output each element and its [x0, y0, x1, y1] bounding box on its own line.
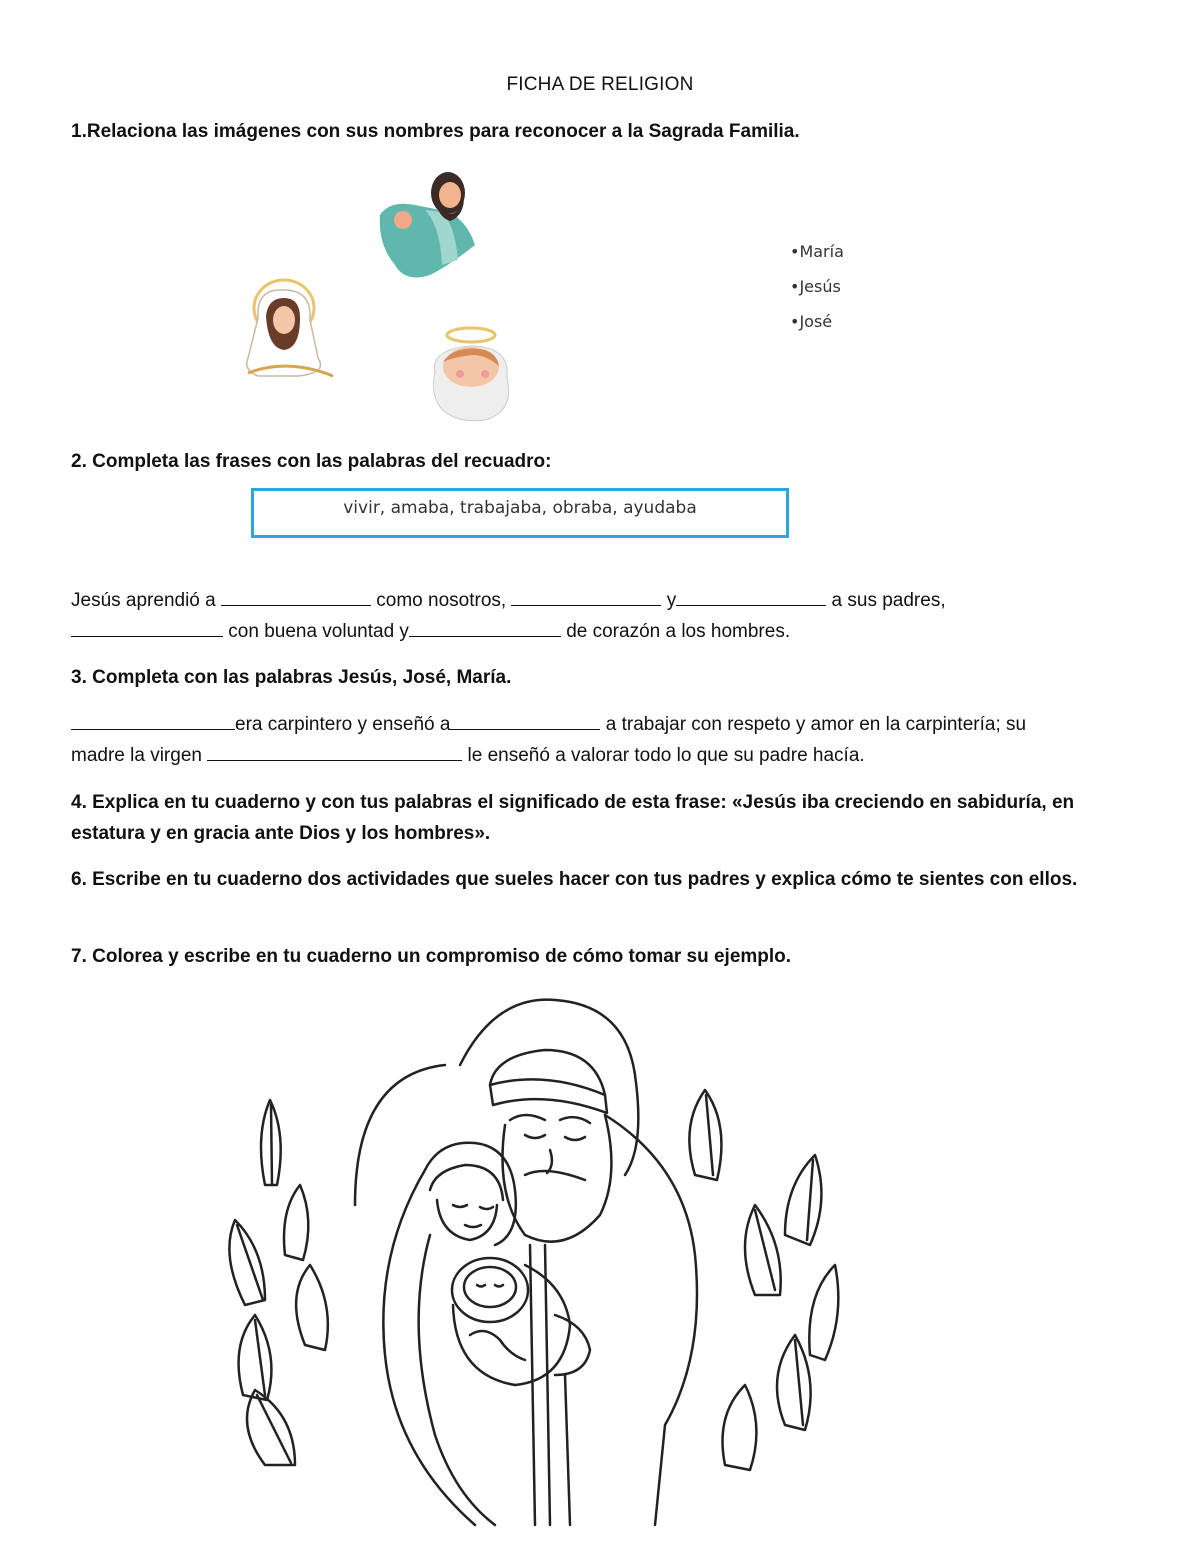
- q2-text-3: y: [666, 590, 677, 611]
- right-leaves: [689, 1090, 838, 1470]
- page-title: FICHA DE RELIGION: [506, 74, 694, 95]
- baby-jesus-image: [425, 322, 520, 424]
- question-2-sentences: [71, 585, 1131, 647]
- blank-2[interactable]: [511, 587, 661, 606]
- joseph-image: [370, 165, 485, 285]
- names-list: [790, 234, 844, 339]
- question-1: 1.Relaciona las imágenes con sus nombres para reconocer a la Sagrada Familia.: [71, 121, 800, 142]
- q2-text-1: Jesús aprendió a: [71, 590, 216, 611]
- q3-text-3: madre la virgen: [71, 745, 202, 766]
- blank-4[interactable]: [71, 618, 223, 637]
- left-leaves: [229, 1100, 327, 1465]
- holy-family-coloring-image: [225, 995, 845, 1530]
- mary-image: [238, 278, 338, 383]
- question-6: 6. Escribe en tu cuaderno dos actividades que sueles hacer con tus padres y explica cómo te sientes con ellos.: [71, 869, 1078, 890]
- blank-7[interactable]: [450, 711, 600, 730]
- blank-6[interactable]: [71, 711, 235, 730]
- blank-1[interactable]: [221, 587, 371, 606]
- question-7: 7. Colorea y escribe en tu cuaderno un compromiso de cómo tomar su ejemplo.: [71, 946, 792, 967]
- q3-text-2: a trabajar con respeto y amor en la carpintería; su: [605, 714, 1027, 735]
- question-3: 3. Completa con las palabras Jesús, José, María.: [71, 667, 512, 688]
- blank-3[interactable]: [676, 587, 826, 606]
- name-maria: •María: [790, 242, 844, 261]
- question-3-sentences: [71, 709, 1131, 771]
- blank-8[interactable]: [207, 742, 462, 761]
- q3-text-4: le enseñó a valorar todo lo que su padre hacía.: [467, 745, 865, 766]
- question-4: 4. Explica en tu cuaderno y con tus palabras el significado de esta frase: «Jesús iba creciendo en sabiduría, en estatura y en gracia ante Dios y los hombres».: [71, 792, 1075, 844]
- word-box: vivir, amaba, trabajaba, obraba, ayudaba: [251, 488, 789, 538]
- q2-text-2: como nosotros,: [376, 590, 507, 611]
- q3-text-1: era carpintero y enseñó a: [235, 714, 451, 735]
- name-jose: •José: [790, 312, 833, 331]
- q2-text-5: con buena voluntad y: [228, 621, 409, 642]
- blank-5[interactable]: [409, 618, 561, 637]
- name-jesus: •Jesús: [790, 277, 841, 296]
- question-2: 2. Completa las frases con las palabras del recuadro:: [71, 451, 552, 472]
- q2-text-6: de corazón a los hombres.: [566, 621, 791, 642]
- q2-text-4: a sus padres,: [831, 590, 946, 611]
